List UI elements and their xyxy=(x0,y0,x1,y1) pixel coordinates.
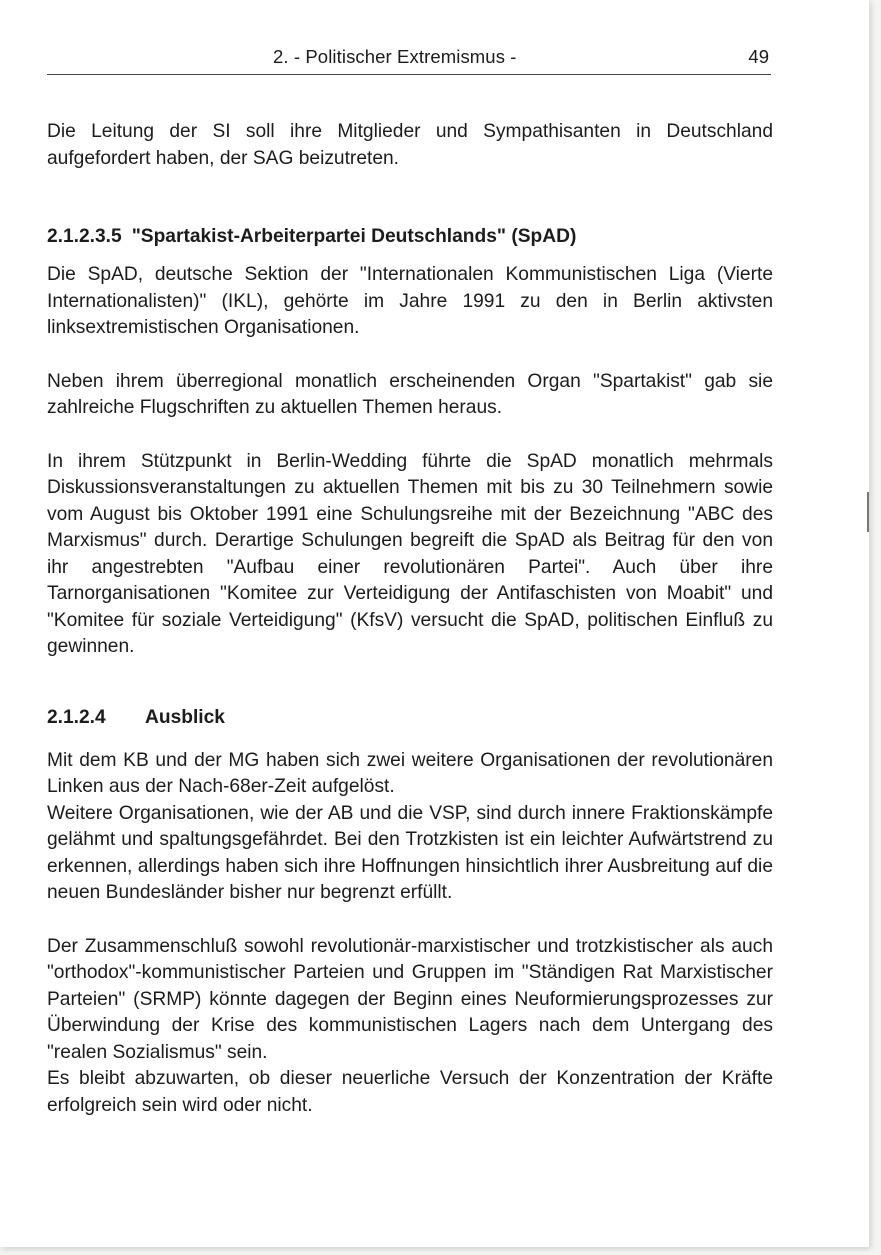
paragraph: Neben ihrem überregional monatlich erscheinenden Organ "Spartakist" gab sie zahlreiche Flugschriften zu aktuellen Themen heraus. xyxy=(47,370,773,418)
paragraph: Der Zusammenschluß sowohl revolutionär-marxistischer und trotzkistischer als auch "orthodox"-kommunistischer Parteien und Gruppen im "Ständigen Rat Marxistischer Parteien" (SRMP) könnte dagegen der Beginn eines Neuformierungsprozesses zur Überwindung der Krise des kommunistischen Lagers nach dem Untergang des "realen Sozialismus" sein. xyxy=(47,935,773,1063)
paragraph: Es bleibt abzuwarten, ob dieser neuerliche Versuch der Konzentration der Kräfte erfolgreich sein wird oder nicht. xyxy=(47,1068,773,1116)
section-heading-2-1-2-4 xyxy=(47,705,773,731)
paragraph: Weitere Organisationen, wie der AB und die VSP, sind durch innere Fraktionskämpfe gelähmt und spaltungsgefährdet. Bei den Trotzkisten ist ein leichter Aufwärtstrend zu erkennen, allerdings haben sich ihre Hoffnungen hinsichtlich ihrer Ausbreitung auf die neuen Bundesländer bisher nur begrenzt erfüllt. xyxy=(47,802,773,903)
section-number: 2.1.2.3.5 xyxy=(47,226,122,247)
scan-edge-mark xyxy=(867,492,869,532)
paragraph: In ihrem Stützpunkt in Berlin-Wedding führte die SpAD monatlich mehrmals Diskussionsveranstaltungen zu aktuellen Themen mit bis zu 30 Teilnehmern sowie vom August bis Oktober 1991 eine Schulungsreihe mit der Bezeichnung "ABC des Marxismus" durch. Derartige Schulungen begreift die SpAD als Beitrag für den von ihr angestrebten "Aufbau einer revolutionären Partei". Auch über ihre Tarnorganisationen "Komitee zur Verteidigung der Antifaschisten von Moabit" und "Komitee für soziale Verteidigung" (KfsV) versucht die SpAD, politischen Einfluß zu gewinnen. xyxy=(47,450,773,657)
section-heading-2-1-2-3-5 xyxy=(47,224,773,250)
section-number: 2.1.2.4 xyxy=(47,706,106,728)
page-body xyxy=(47,119,773,1119)
paragraph: Die SpAD, deutsche Sektion der "Internationalen Kommunistischen Liga (Vierte Internationalisten)" (IKL), gehörte im Jahre 1991 zu den in Berlin aktivsten linksextremistischen Organisationen. xyxy=(47,264,773,338)
running-title: 2. - Politischer Extremismus - xyxy=(273,46,517,67)
section-title: Ausblick xyxy=(145,706,225,728)
section-title: "Spartakist-Arbeiterpartei Deutschlands" (SpAD) xyxy=(131,226,577,247)
page-header xyxy=(47,42,771,75)
paragraph: Mit dem KB und der MG haben sich zwei weitere Organisationen der revolutionären Linken aus der Nach-68er-Zeit aufgelöst. xyxy=(47,749,773,797)
paragraph: Die Leitung der SI soll ihre Mitglieder und Sympathisanten in Deutschland aufgefordert haben, der SAG beizutreten. xyxy=(47,121,773,169)
page-number: 49 xyxy=(748,46,769,67)
